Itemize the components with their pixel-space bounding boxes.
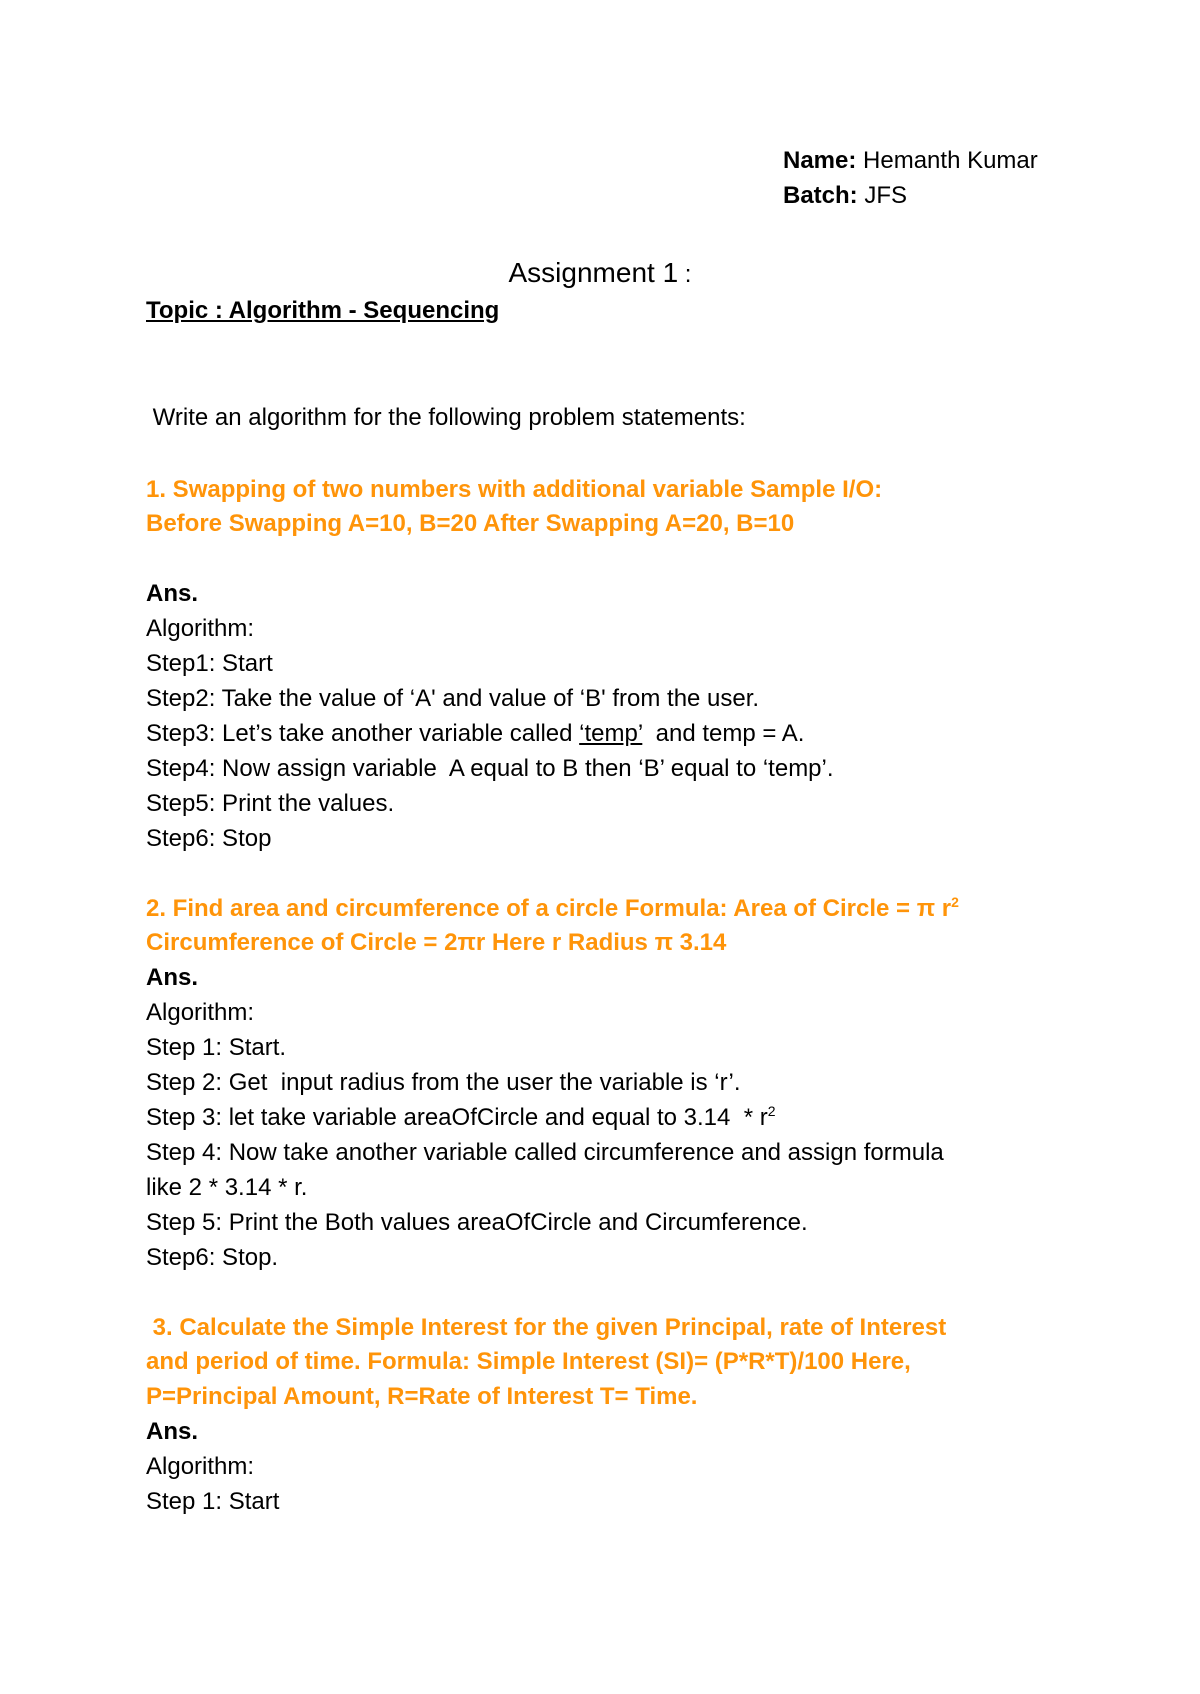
q1-step3-text: Step3: Let’s take another variable called xyxy=(146,720,580,747)
q2-step5: Step 5: Print the Both values areaOfCircle and Circumference. xyxy=(146,1209,808,1236)
title-text: Assignment 1 xyxy=(508,257,679,288)
q1-step3-rest: and temp = A. xyxy=(642,720,805,747)
q1-line1: 1. Swapping of two numbers with additional variable Sample I/O: xyxy=(146,476,883,503)
name-value: Hemanth Kumar xyxy=(856,147,1038,174)
name-line xyxy=(783,146,1038,176)
q1-line2: Before Swapping A=10, B=20 After Swapping A=20, B=10 xyxy=(146,510,795,537)
q2-ans: Ans. xyxy=(146,964,199,991)
q2-step4: Step 4: Now take another variable called circumference and assign formula xyxy=(146,1139,944,1166)
q2-step4-cont: like 2 * 3.14 * r. xyxy=(146,1174,308,1201)
intro-text: Write an algorithm for the following problem statements: xyxy=(146,404,746,431)
title-suffix: : xyxy=(678,261,692,288)
q2-line1 xyxy=(146,894,959,924)
batch-value: JFS xyxy=(857,182,908,209)
q1-ans: Ans. xyxy=(146,580,199,607)
q2-step6: Step6: Stop. xyxy=(146,1244,279,1271)
q2-step2: Step 2: Get input radius from the user the variable is ‘r’. xyxy=(146,1069,741,1096)
q1-step3-temp: ‘temp’ xyxy=(579,720,643,747)
q1-step5: Step5: Print the values. xyxy=(146,790,395,817)
q2-step3-text: Step 3: let take variable areaOfCircle and equal to 3.14 * r xyxy=(146,1104,768,1131)
q1-algorithm-label: Algorithm: xyxy=(146,615,255,642)
batch-line xyxy=(783,181,907,211)
q1-step2: Step2: Take the value of ‘A' and value of ‘B' from the user. xyxy=(146,685,760,712)
q2-line1-sup: 2 xyxy=(951,894,959,910)
q2-algorithm-label: Algorithm: xyxy=(146,999,255,1026)
name-label: Name: xyxy=(783,147,857,174)
q1-step3 xyxy=(146,719,804,749)
q3-line2: and period of time. Formula: Simple Interest (SI)= (P*R*T)/100 Here, xyxy=(146,1348,911,1375)
q3-ans: Ans. xyxy=(146,1418,199,1445)
q2-step3 xyxy=(146,1103,776,1133)
topic-heading: Topic : Algorithm - Sequencing xyxy=(146,297,500,324)
q1-step4: Step4: Now assign variable A equal to B then ‘B’ equal to ‘temp’. xyxy=(146,755,834,782)
q2-step1: Step 1: Start. xyxy=(146,1034,287,1061)
q3-algorithm-label: Algorithm: xyxy=(146,1453,255,1480)
q3-step1: Step 1: Start xyxy=(146,1488,280,1515)
q3-line1: 3. Calculate the Simple Interest for the given Principal, rate of Interest xyxy=(146,1314,947,1341)
q1-step6: Step6: Stop xyxy=(146,825,272,852)
q2-line2: Circumference of Circle = 2πr Here r Radius π 3.14 xyxy=(146,929,727,956)
q1-step1: Step1: Start xyxy=(146,650,273,677)
q3-line3: P=Principal Amount, R=Rate of Interest T= Time. xyxy=(146,1383,698,1410)
page-title xyxy=(0,256,1200,292)
batch-label: Batch: xyxy=(783,182,858,209)
q2-line1-text: 2. Find area and circumference of a circle Formula: Area of Circle = π r xyxy=(146,895,952,922)
q2-step3-sup: 2 xyxy=(767,1103,776,1119)
